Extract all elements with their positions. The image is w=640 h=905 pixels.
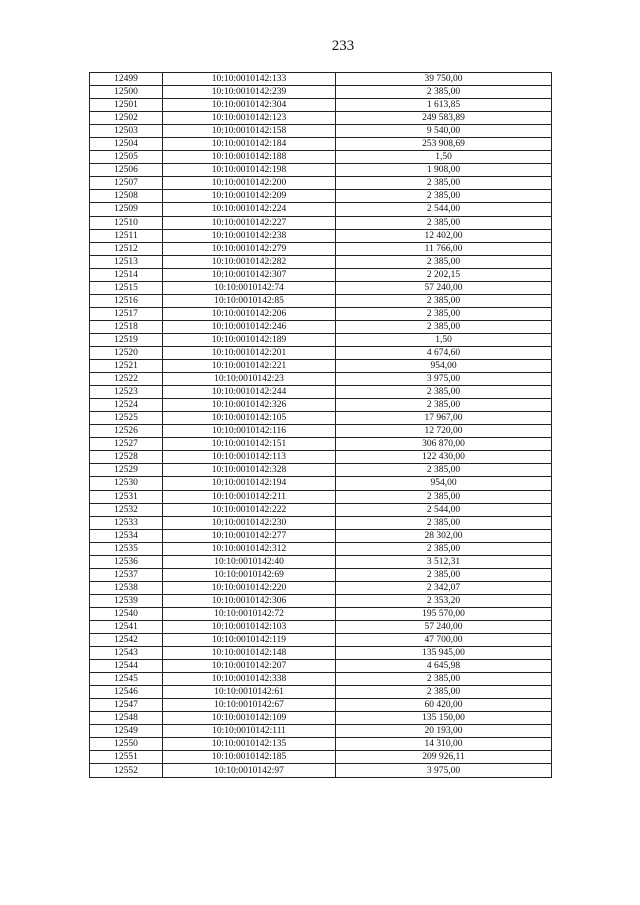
row-number-cell: 12511 [90, 229, 163, 242]
cadastral-number-cell: 10:10:0010142:338 [163, 673, 336, 686]
value-cell: 2 385,00 [336, 542, 552, 555]
cadastral-number-cell: 10:10:0010142:109 [163, 712, 336, 725]
registry-table-body [90, 73, 552, 778]
cadastral-number-cell: 10:10:0010142:198 [163, 164, 336, 177]
row-number-cell: 12521 [90, 360, 163, 373]
row-number-cell: 12512 [90, 242, 163, 255]
row-number-cell: 12517 [90, 307, 163, 320]
value-cell: 9 540,00 [336, 125, 552, 138]
table-row [90, 516, 552, 529]
table-row [90, 686, 552, 699]
table-row [90, 412, 552, 425]
cadastral-number-cell: 10:10:0010142:220 [163, 581, 336, 594]
row-number-cell: 12514 [90, 268, 163, 281]
cadastral-number-cell: 10:10:0010142:207 [163, 660, 336, 673]
table-row [90, 242, 552, 255]
table-row [90, 529, 552, 542]
value-cell: 2 385,00 [336, 686, 552, 699]
value-cell: 4 674,60 [336, 346, 552, 359]
cadastral-number-cell: 10:10:0010142:304 [163, 99, 336, 112]
value-cell: 2 385,00 [336, 255, 552, 268]
row-number-cell: 12508 [90, 190, 163, 203]
table-row [90, 229, 552, 242]
table-row [90, 268, 552, 281]
value-cell: 1,50 [336, 333, 552, 346]
table-row [90, 594, 552, 607]
table-row [90, 86, 552, 99]
table-row [90, 764, 552, 777]
value-cell: 195 570,00 [336, 607, 552, 620]
cadastral-number-cell: 10:10:0010142:221 [163, 360, 336, 373]
cadastral-number-cell: 10:10:0010142:23 [163, 373, 336, 386]
cadastral-number-cell: 10:10:0010142:328 [163, 464, 336, 477]
table-row [90, 307, 552, 320]
value-cell: 2 202,15 [336, 268, 552, 281]
table-row [90, 673, 552, 686]
table-row [90, 216, 552, 229]
cadastral-number-cell: 10:10:0010142:222 [163, 503, 336, 516]
table-row [90, 177, 552, 190]
value-cell: 2 385,00 [336, 307, 552, 320]
value-cell: 57 240,00 [336, 620, 552, 633]
cadastral-number-cell: 10:10:0010142:188 [163, 151, 336, 164]
cadastral-number-cell: 10:10:0010142:312 [163, 542, 336, 555]
value-cell: 2 385,00 [336, 516, 552, 529]
table-row [90, 138, 552, 151]
table-row [90, 699, 552, 712]
row-number-cell: 12542 [90, 634, 163, 647]
row-number-cell: 12533 [90, 516, 163, 529]
row-number-cell: 12531 [90, 490, 163, 503]
cadastral-number-cell: 10:10:0010142:116 [163, 425, 336, 438]
table-row [90, 490, 552, 503]
table-row [90, 451, 552, 464]
table-row [90, 203, 552, 216]
row-number-cell: 12515 [90, 281, 163, 294]
value-cell: 122 430,00 [336, 451, 552, 464]
cadastral-number-cell: 10:10:0010142:206 [163, 307, 336, 320]
cadastral-number-cell: 10:10:0010142:135 [163, 738, 336, 751]
cadastral-number-cell: 10:10:0010142:211 [163, 490, 336, 503]
value-cell: 2 385,00 [336, 320, 552, 333]
row-number-cell: 12518 [90, 320, 163, 333]
value-cell: 3 975,00 [336, 373, 552, 386]
cadastral-number-cell: 10:10:0010142:239 [163, 86, 336, 99]
table-row [90, 660, 552, 673]
table-row [90, 399, 552, 412]
value-cell: 1 908,00 [336, 164, 552, 177]
value-cell: 20 193,00 [336, 725, 552, 738]
cadastral-number-cell: 10:10:0010142:326 [163, 399, 336, 412]
cadastral-number-cell: 10:10:0010142:113 [163, 451, 336, 464]
cadastral-number-cell: 10:10:0010142:277 [163, 529, 336, 542]
row-number-cell: 12520 [90, 346, 163, 359]
row-number-cell: 12500 [90, 86, 163, 99]
value-cell: 12 402,00 [336, 229, 552, 242]
row-number-cell: 12524 [90, 399, 163, 412]
table-row [90, 581, 552, 594]
value-cell: 2 385,00 [336, 190, 552, 203]
cadastral-number-cell: 10:10:0010142:103 [163, 620, 336, 633]
row-number-cell: 12499 [90, 73, 163, 86]
cadastral-number-cell: 10:10:0010142:307 [163, 268, 336, 281]
value-cell: 249 583,89 [336, 112, 552, 125]
cadastral-number-cell: 10:10:0010142:246 [163, 320, 336, 333]
table-row [90, 151, 552, 164]
value-cell: 47 700,00 [336, 634, 552, 647]
table-row [90, 607, 552, 620]
table-row [90, 373, 552, 386]
table-row [90, 712, 552, 725]
cadastral-number-cell: 10:10:0010142:224 [163, 203, 336, 216]
table-row [90, 620, 552, 633]
table-row [90, 386, 552, 399]
row-number-cell: 12502 [90, 112, 163, 125]
row-number-cell: 12526 [90, 425, 163, 438]
row-number-cell: 12525 [90, 412, 163, 425]
cadastral-number-cell: 10:10:0010142:185 [163, 751, 336, 764]
row-number-cell: 12548 [90, 712, 163, 725]
value-cell: 2 353,20 [336, 594, 552, 607]
row-number-cell: 12546 [90, 686, 163, 699]
value-cell: 1 613,85 [336, 99, 552, 112]
row-number-cell: 12522 [90, 373, 163, 386]
value-cell: 2 342,07 [336, 581, 552, 594]
row-number-cell: 12537 [90, 568, 163, 581]
cadastral-number-cell: 10:10:0010142:209 [163, 190, 336, 203]
table-row [90, 320, 552, 333]
value-cell: 2 544,00 [336, 203, 552, 216]
value-cell: 954,00 [336, 360, 552, 373]
table-row [90, 112, 552, 125]
row-number-cell: 12544 [90, 660, 163, 673]
row-number-cell: 12506 [90, 164, 163, 177]
cadastral-number-cell: 10:10:0010142:238 [163, 229, 336, 242]
cadastral-number-cell: 10:10:0010142:158 [163, 125, 336, 138]
value-cell: 57 240,00 [336, 281, 552, 294]
value-cell: 28 302,00 [336, 529, 552, 542]
cadastral-number-cell: 10:10:0010142:133 [163, 73, 336, 86]
table-row [90, 294, 552, 307]
cadastral-number-cell: 10:10:0010142:151 [163, 438, 336, 451]
cadastral-number-cell: 10:10:0010142:230 [163, 516, 336, 529]
value-cell: 3 975,00 [336, 764, 552, 777]
value-cell: 2 385,00 [336, 399, 552, 412]
row-number-cell: 12516 [90, 294, 163, 307]
cadastral-number-cell: 10:10:0010142:201 [163, 346, 336, 359]
value-cell: 11 766,00 [336, 242, 552, 255]
table-row [90, 190, 552, 203]
table-row [90, 751, 552, 764]
page-number: 233 [331, 38, 355, 54]
cadastral-number-cell: 10:10:0010142:184 [163, 138, 336, 151]
row-number-cell: 12503 [90, 125, 163, 138]
value-cell: 2 385,00 [336, 86, 552, 99]
value-cell: 12 720,00 [336, 425, 552, 438]
cadastral-number-cell: 10:10:0010142:74 [163, 281, 336, 294]
cadastral-number-cell: 10:10:0010142:61 [163, 686, 336, 699]
table-row [90, 503, 552, 516]
cadastral-number-cell: 10:10:0010142:282 [163, 255, 336, 268]
table-row [90, 425, 552, 438]
row-number-cell: 12528 [90, 451, 163, 464]
table-row [90, 477, 552, 490]
row-number-cell: 12507 [90, 177, 163, 190]
value-cell: 306 870,00 [336, 438, 552, 451]
table-row [90, 555, 552, 568]
cadastral-number-cell: 10:10:0010142:105 [163, 412, 336, 425]
row-number-cell: 12543 [90, 647, 163, 660]
table-row [90, 164, 552, 177]
row-number-cell: 12536 [90, 555, 163, 568]
cadastral-number-cell: 10:10:0010142:189 [163, 333, 336, 346]
table-row [90, 438, 552, 451]
value-cell: 135 945,00 [336, 647, 552, 660]
table-row [90, 542, 552, 555]
cadastral-number-cell: 10:10:0010142:97 [163, 764, 336, 777]
row-number-cell: 12551 [90, 751, 163, 764]
value-cell: 209 926,11 [336, 751, 552, 764]
table-row [90, 346, 552, 359]
cadastral-number-cell: 10:10:0010142:119 [163, 634, 336, 647]
value-cell: 17 967,00 [336, 412, 552, 425]
row-number-cell: 12534 [90, 529, 163, 542]
row-number-cell: 12501 [90, 99, 163, 112]
value-cell: 4 645,98 [336, 660, 552, 673]
table-row [90, 333, 552, 346]
row-number-cell: 12504 [90, 138, 163, 151]
table-row [90, 281, 552, 294]
cadastral-number-cell: 10:10:0010142:227 [163, 216, 336, 229]
value-cell: 2 385,00 [336, 464, 552, 477]
value-cell: 954,00 [336, 477, 552, 490]
value-cell: 2 385,00 [336, 490, 552, 503]
row-number-cell: 12532 [90, 503, 163, 516]
row-number-cell: 12545 [90, 673, 163, 686]
value-cell: 2 385,00 [336, 386, 552, 399]
value-cell: 2 385,00 [336, 294, 552, 307]
table-row [90, 634, 552, 647]
value-cell: 3 512,31 [336, 555, 552, 568]
row-number-cell: 12527 [90, 438, 163, 451]
row-number-cell: 12509 [90, 203, 163, 216]
row-number-cell: 12530 [90, 477, 163, 490]
table-row [90, 255, 552, 268]
table-row [90, 99, 552, 112]
table-row [90, 647, 552, 660]
row-number-cell: 12550 [90, 738, 163, 751]
value-cell: 60 420,00 [336, 699, 552, 712]
cadastral-number-cell: 10:10:0010142:67 [163, 699, 336, 712]
cadastral-number-cell: 10:10:0010142:244 [163, 386, 336, 399]
value-cell: 2 385,00 [336, 177, 552, 190]
row-number-cell: 12523 [90, 386, 163, 399]
row-number-cell: 12549 [90, 725, 163, 738]
cadastral-number-cell: 10:10:0010142:40 [163, 555, 336, 568]
row-number-cell: 12547 [90, 699, 163, 712]
table-row [90, 360, 552, 373]
row-number-cell: 12529 [90, 464, 163, 477]
value-cell: 253 908,69 [336, 138, 552, 151]
cadastral-number-cell: 10:10:0010142:200 [163, 177, 336, 190]
row-number-cell: 12540 [90, 607, 163, 620]
row-number-cell: 12552 [90, 764, 163, 777]
value-cell: 135 150,00 [336, 712, 552, 725]
table-row [90, 73, 552, 86]
value-cell: 2 385,00 [336, 673, 552, 686]
row-number-cell: 12505 [90, 151, 163, 164]
cadastral-number-cell: 10:10:0010142:279 [163, 242, 336, 255]
value-cell: 2 385,00 [336, 568, 552, 581]
table-row [90, 568, 552, 581]
cadastral-number-cell: 10:10:0010142:111 [163, 725, 336, 738]
cadastral-number-cell: 10:10:0010142:306 [163, 594, 336, 607]
table-row [90, 738, 552, 751]
table-row [90, 464, 552, 477]
cadastral-number-cell: 10:10:0010142:69 [163, 568, 336, 581]
value-cell: 39 750,00 [336, 73, 552, 86]
row-number-cell: 12510 [90, 216, 163, 229]
row-number-cell: 12513 [90, 255, 163, 268]
value-cell: 2 544,00 [336, 503, 552, 516]
value-cell: 14 310,00 [336, 738, 552, 751]
row-number-cell: 12535 [90, 542, 163, 555]
row-number-cell: 12539 [90, 594, 163, 607]
row-number-cell: 12541 [90, 620, 163, 633]
value-cell: 1,50 [336, 151, 552, 164]
table-row [90, 725, 552, 738]
row-number-cell: 12519 [90, 333, 163, 346]
cadastral-number-cell: 10:10:0010142:148 [163, 647, 336, 660]
table-row [90, 125, 552, 138]
cadastral-number-cell: 10:10:0010142:194 [163, 477, 336, 490]
cadastral-number-cell: 10:10:0010142:123 [163, 112, 336, 125]
registry-table [89, 72, 552, 778]
cadastral-number-cell: 10:10:0010142:72 [163, 607, 336, 620]
cadastral-number-cell: 10:10:0010142:85 [163, 294, 336, 307]
value-cell: 2 385,00 [336, 216, 552, 229]
row-number-cell: 12538 [90, 581, 163, 594]
